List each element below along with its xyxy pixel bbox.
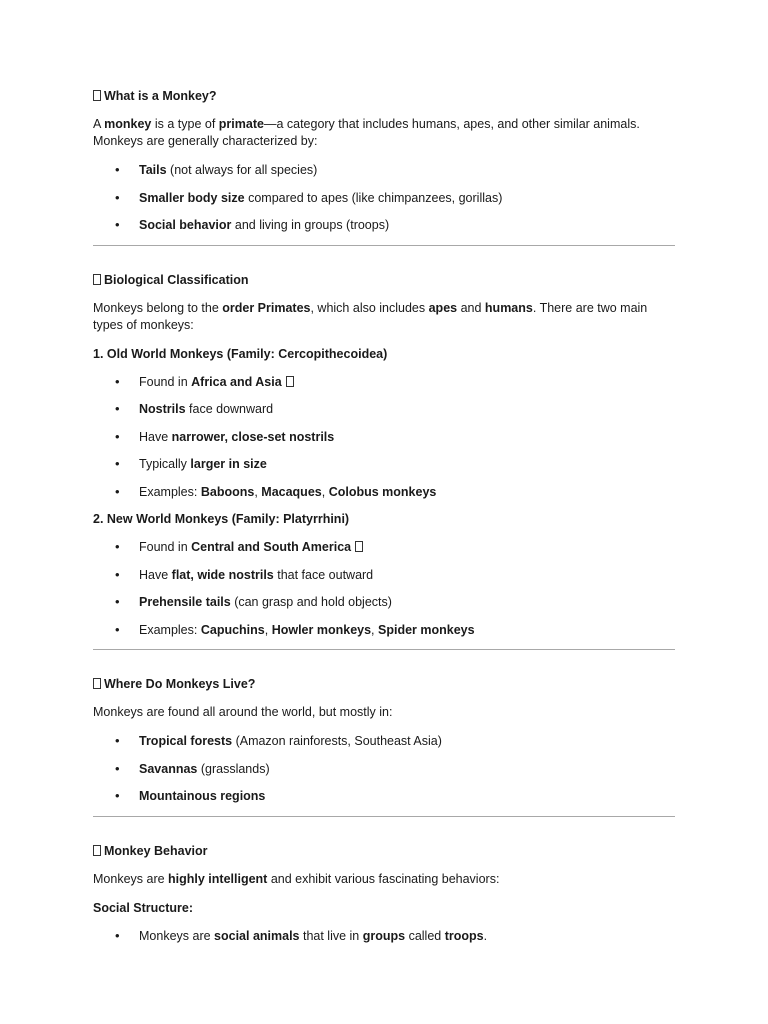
list-item: • Savannas (grasslands) <box>93 761 675 777</box>
section-divider <box>93 816 675 817</box>
subheading-old-world-monkeys: 1. Old World Monkeys (Family: Cercopithecoidea) <box>93 346 388 361</box>
list-item: • Smaller body size compared to apes (like chimpanzees, gorillas) <box>93 190 675 206</box>
subheading-new-world-monkeys: 2. New World Monkeys (Family: Platyrrhini) <box>93 512 350 526</box>
paragraph-behavior-intro: Monkeys are highly intelligent and exhibit various fascinating behaviors: <box>93 871 500 886</box>
document-body <box>93 88 675 955</box>
section-divider <box>93 649 675 650</box>
list-item: • Examples: Capuchins, Howler monkeys, Spider monkeys <box>93 622 675 638</box>
list-item: • Social behavior and living in groups (troops) <box>93 217 675 233</box>
list-item: • Have narrower, close-set nostrils <box>93 429 675 445</box>
missing-glyph-icon <box>93 845 101 856</box>
list-item: • Typically larger in size <box>93 456 675 472</box>
list-item: • Nostrils face downward <box>93 401 675 417</box>
section-heading-monkey-behavior: Monkey Behavior <box>93 843 675 859</box>
section-divider <box>93 245 675 246</box>
missing-glyph-icon <box>93 274 101 285</box>
section-heading-biological-classification: Biological Classification <box>93 272 675 288</box>
list-habitats <box>93 733 675 804</box>
section-heading-where-do-monkeys-live: Where Do Monkeys Live? <box>93 676 675 692</box>
list-old-world-monkeys <box>93 374 675 500</box>
list-what-characteristics <box>93 162 675 233</box>
paragraph-habitat-intro: Monkeys are found all around the world, but mostly in: <box>93 705 393 719</box>
list-item: • Tropical forests (Amazon rainforests, Southeast Asia) <box>93 733 675 749</box>
subheading-social-structure: Social Structure: <box>93 900 194 915</box>
globe-icon <box>286 376 294 387</box>
list-item: • Have flat, wide nostrils that face outward <box>93 567 675 583</box>
missing-glyph-icon <box>93 678 101 689</box>
paragraph-what-intro: A monkey is a type of primate—a category that includes humans, apes, and other similar animals. Monkeys are generally characterized by: <box>93 117 640 148</box>
list-item: • Prehensile tails (can grasp and hold objects) <box>93 594 675 610</box>
list-social-structure <box>93 928 675 944</box>
list-item: • Mountainous regions <box>93 788 675 804</box>
list-item: • Found in Central and South America <box>93 539 675 555</box>
section-heading-what-is-a-monkey: What is a Monkey? <box>93 88 675 104</box>
list-item: • Found in Africa and Asia <box>93 374 675 390</box>
globe-icon <box>355 541 363 552</box>
list-item: • Monkeys are social animals that live in groups called troops. <box>93 928 675 944</box>
paragraph-classification-intro: Monkeys belong to the order Primates, which also includes apes and humans. There are two main types of monkeys: <box>93 300 648 332</box>
list-new-world-monkeys <box>93 539 675 638</box>
list-item: • Examples: Baboons, Macaques, Colobus monkeys <box>93 484 675 500</box>
list-item: • Tails (not always for all species) <box>93 162 675 178</box>
missing-glyph-icon <box>93 90 101 101</box>
